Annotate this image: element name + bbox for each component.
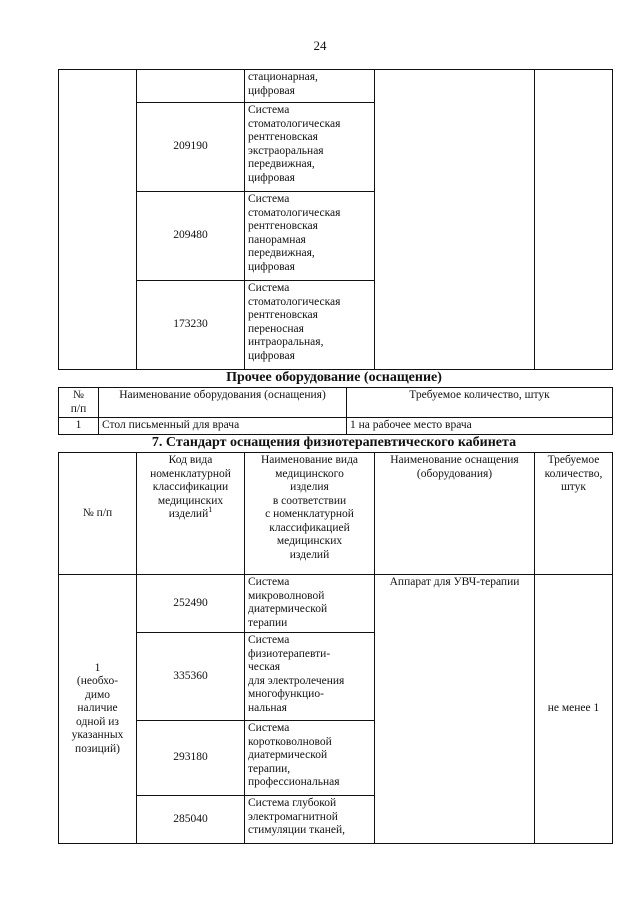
code-cell: 335360	[137, 633, 245, 721]
other-equipment-table	[58, 387, 613, 435]
code-cell: 209190	[137, 103, 245, 192]
row-name: Стол письменный для врача	[99, 418, 347, 435]
header-num: № п/п	[59, 388, 99, 418]
kind-cell: Система стоматологическая рентгеновская панорамная передвижная, цифровая	[245, 192, 375, 281]
header-name: Наименование оборудования (оснащения)	[99, 388, 347, 418]
header-qty: Требуемое количество, штук	[347, 388, 613, 418]
equipment-cell: Аппарат для УВЧ-терапии	[375, 575, 535, 844]
kind-cell: Система стоматологическая рентгеновская переносная интраоральная, цифровая	[245, 281, 375, 370]
row-qty: 1 на рабочее место врача	[347, 418, 613, 435]
code-cell: 252490	[137, 575, 245, 633]
header-kind: Наименование вида медицинского изделия в соответствии с номенклатурной классификацией медицинских изделий	[245, 453, 375, 575]
kind-cell: стационарная, цифровая	[245, 70, 375, 103]
kind-cell: Система коротковолновой диатермической терапии, профессиональная	[245, 721, 375, 796]
quantity-cell: не менее 1	[535, 575, 613, 844]
code-cell: 285040	[137, 796, 245, 844]
header-quantity: Требуемое количество, штук	[535, 453, 613, 575]
kind-cell: Система стоматологическая рентгеновская экстраоральная передвижная, цифровая	[245, 103, 375, 192]
header-num: № п/п	[59, 453, 137, 575]
row-num: 1	[59, 418, 99, 435]
kind-cell: Система микроволновой диатермической терапии	[245, 575, 375, 633]
code-cell	[137, 70, 245, 103]
group-number-cell	[59, 70, 137, 370]
header-equipment: Наименование оснащения (оборудования)	[375, 453, 535, 575]
physio-equipment-table	[58, 452, 613, 844]
equipment-cell	[375, 70, 535, 370]
dental-xray-table	[58, 69, 613, 370]
code-cell: 209480	[137, 192, 245, 281]
other-equipment-title: Прочее оборудование (оснащение)	[226, 370, 442, 385]
quantity-cell	[535, 70, 613, 370]
code-cell: 293180	[137, 721, 245, 796]
section7-title: 7. Стандарт оснащения физиотерапевтического кабинета	[151, 435, 517, 450]
group-number-cell: 1 (необхо- димо наличие одной из указанных позиций)	[59, 575, 137, 844]
page-number: 24	[313, 38, 327, 53]
header-code: Код вида номенклатурной классификации медицинских изделий$^1$	[137, 453, 245, 575]
code-cell: 173230	[137, 281, 245, 370]
kind-cell: Система физиотерапевти- ческая для электролечения многофункцио- нальная	[245, 633, 375, 721]
kind-cell: Система глубокой электромагнитной стимуляции тканей,	[245, 796, 375, 844]
